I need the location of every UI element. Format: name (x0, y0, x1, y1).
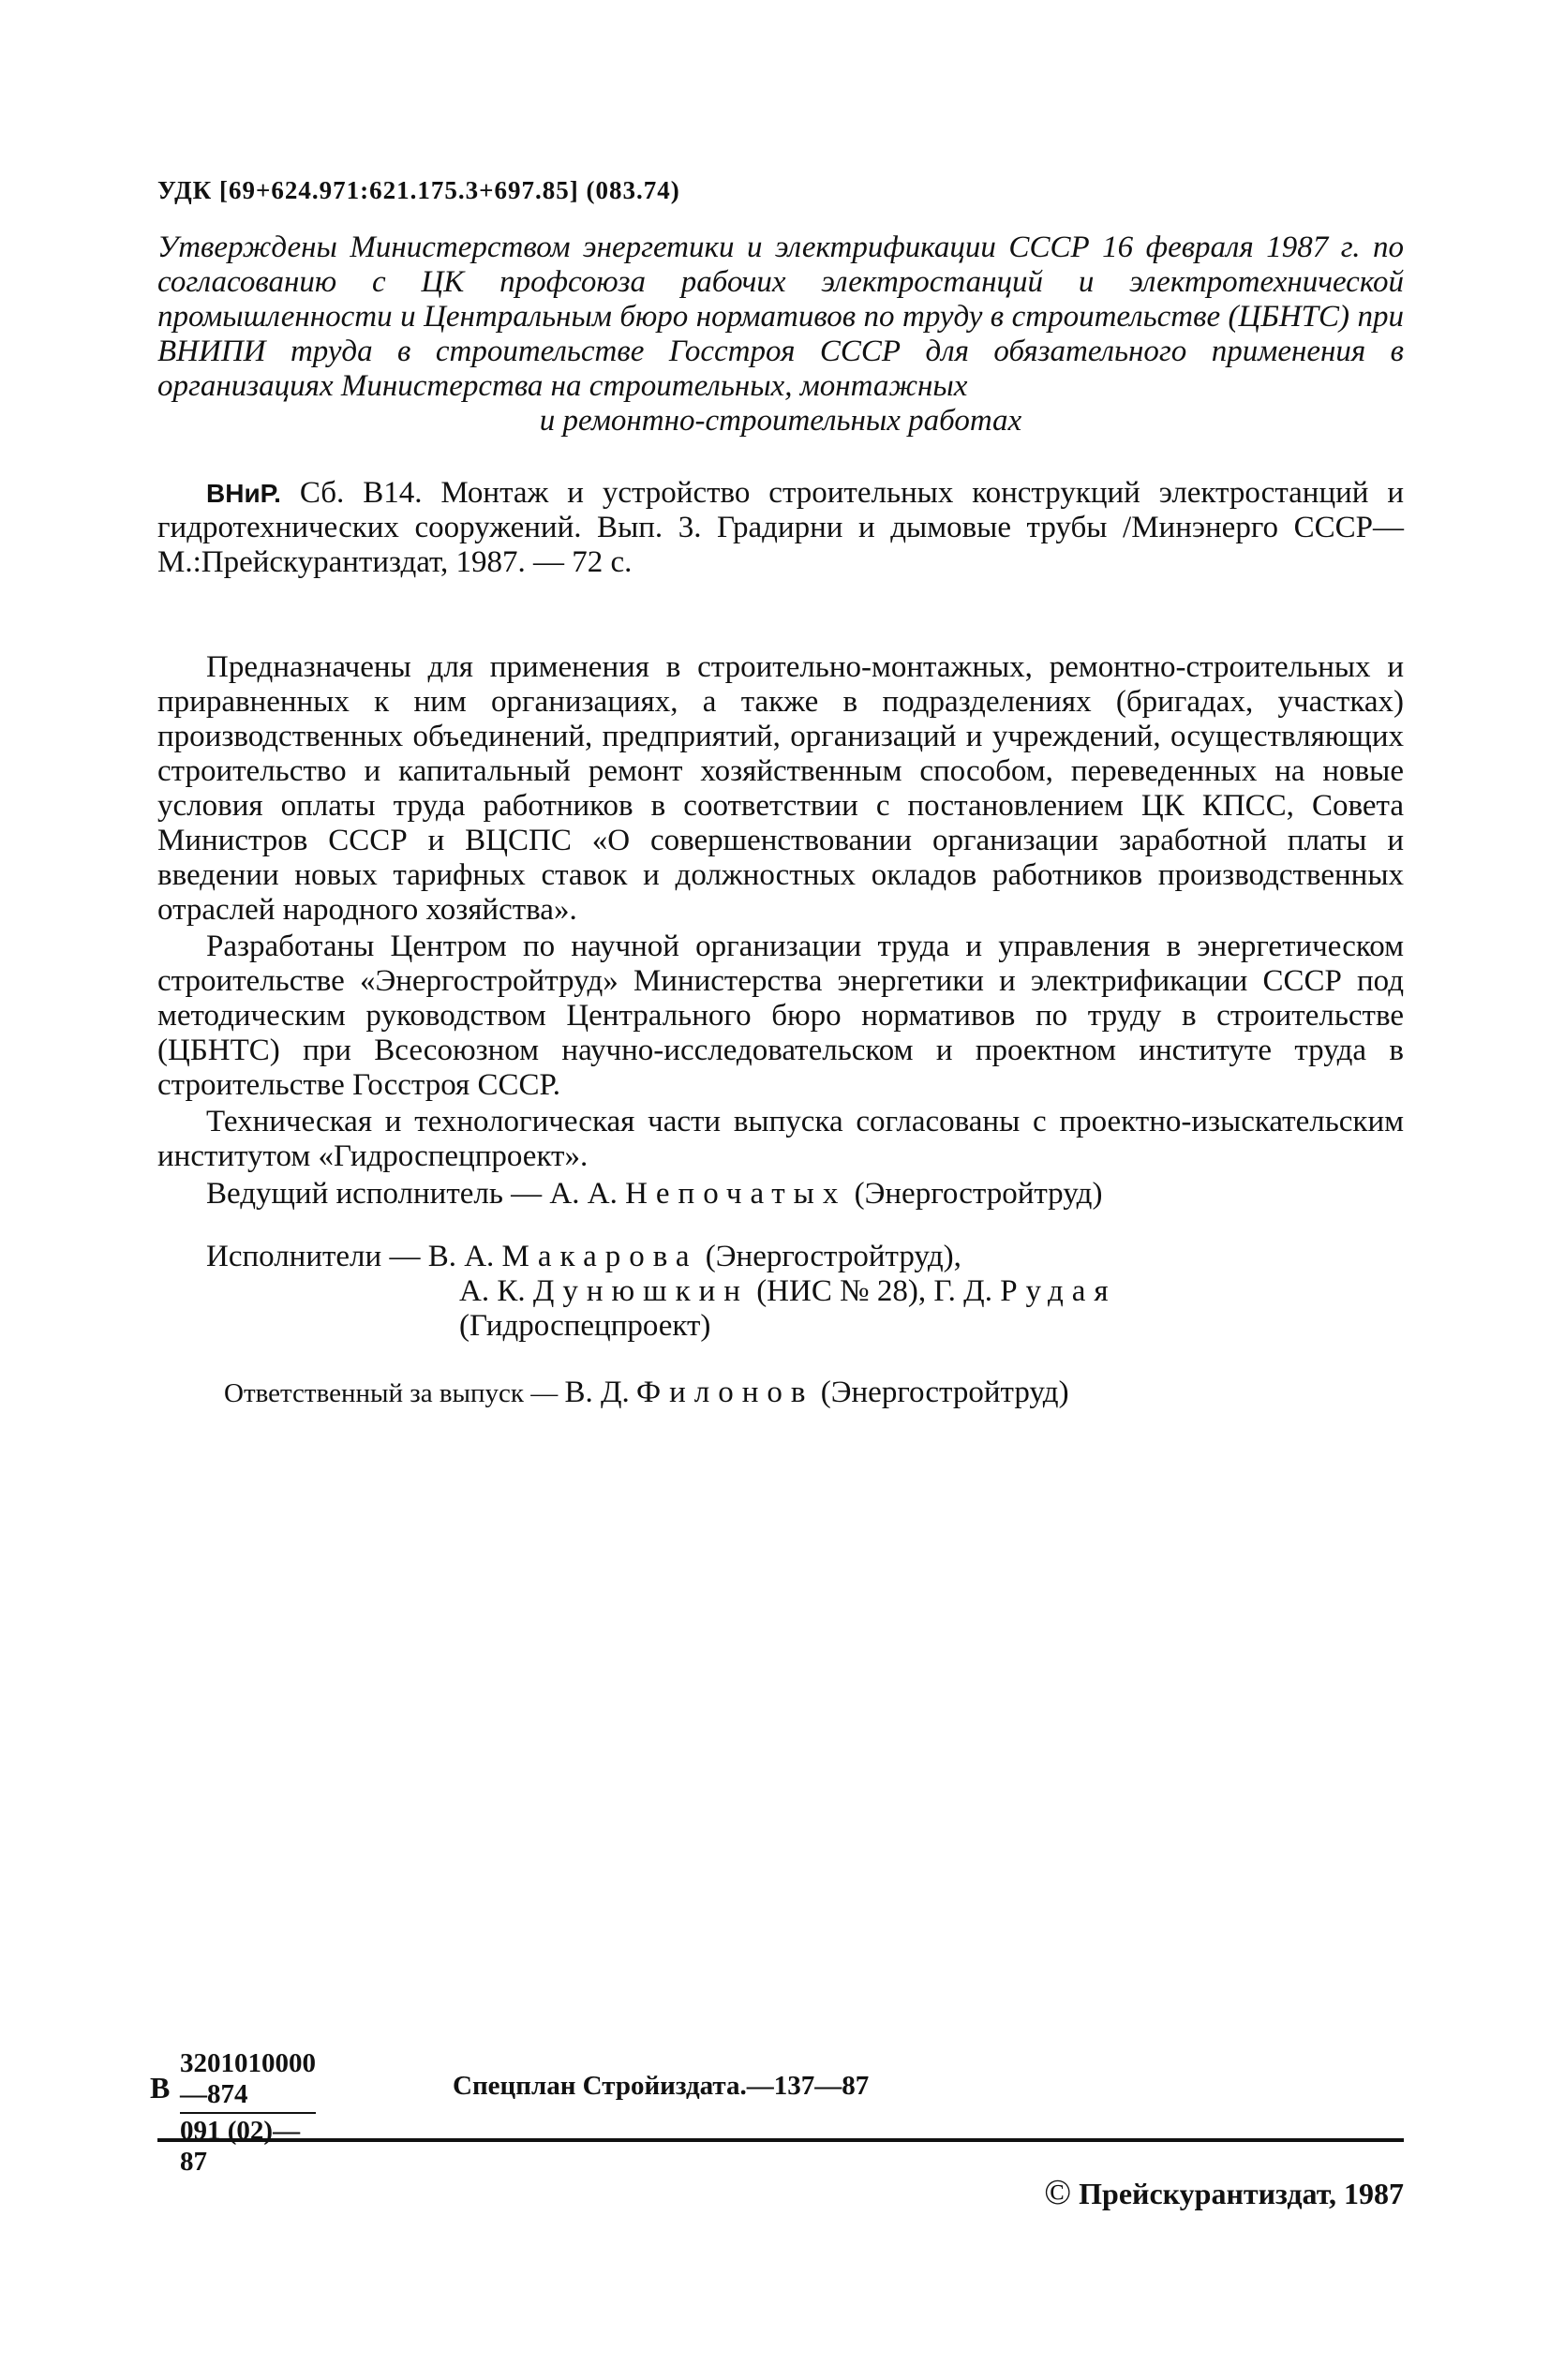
responsible-label: Ответственный за выпуск — (224, 1378, 559, 1408)
responsible-initials: В. Д. (564, 1376, 630, 1409)
copyright (1044, 2172, 1404, 2213)
imprint-fraction (180, 2048, 316, 2178)
paragraph: Разработаны Центром по научной организации труда и управления в энергетическом строительстве «Энергостройтруд» Министерства энергетики и электрификации СССР под методическим руководством Центрального бюро нормативов по труду в строительстве (ЦБНТС) при Всесоюзном научно-исследовательском и проектном институте труда в строительстве Госстроя СССР. (157, 930, 1404, 1102)
executors (206, 1240, 1117, 1344)
copyright-text: Прейскурантиздат, 1987 (1079, 2177, 1404, 2210)
responsible-person (224, 1376, 1069, 1410)
executor-initials: В. А. (427, 1240, 495, 1273)
approval-text: Утверждены Министерством энергетики и электрификации СССР 16 февраля 1987 г. по согласованию с ЦК профсоюза рабочих электростанций и электротехнической промышленности и Центральным бюро нормативов по труду в строительстве (ЦБНТС) при ВНИПИ труда в строительстве Госстроя СССР для обязательного применения в организациях Министерства на строительных, монтажных (157, 231, 1404, 403)
executors-row (459, 1274, 1117, 1309)
executor-org: (Энергостройтруд), (705, 1240, 961, 1273)
lead-executor (206, 1177, 1102, 1212)
responsible-org: (Энергостройтруд) (820, 1376, 1069, 1409)
executor-org: (Гидроспецпроект) (459, 1309, 711, 1343)
executor-initials: А. К. (459, 1274, 526, 1308)
biblio-abbr: ВНиР. (206, 479, 281, 508)
lead-executor-surname: Непочатых (625, 1177, 847, 1211)
executors-row (459, 1309, 1117, 1344)
executor-surname: Макарова (501, 1240, 698, 1273)
executors-row (206, 1240, 1117, 1274)
lead-executor-initials: А. А. (549, 1177, 618, 1211)
executor-surname: Рудая (1000, 1274, 1117, 1308)
imprint-denominator: 091 (02)—87 (180, 2116, 301, 2177)
imprint-plan: Спецплан Стройиздата.—137—87 (453, 2071, 870, 2101)
paragraph: Техническая и технологическая части выпуска согласованы с проектно-изыскательским институтом «Гидроспецпроект». (157, 1105, 1404, 1173)
approval-text-last: и ремонтно-строительных работах (539, 404, 1022, 438)
udk-code: УДК [69+624.971:621.175.3+697.85] (083.74) (157, 176, 680, 204)
footer-rule (157, 2138, 1404, 2142)
responsible-surname: Филонов (636, 1376, 814, 1409)
executor-initials: Г. Д. (933, 1274, 992, 1308)
bibliographic-record (157, 476, 1404, 580)
annotation-paragraphs (157, 650, 1404, 1176)
paragraph: Предназначены для применения в строительно-монтажных, ремонтно-строительных и приравненных к ним организациях, а также в подразделениях (бригадах, участках) производственных объединений, предприятий, организаций и учреждений, осуществляющих строительство и капитальный ремонт хозяйственным способом, переведенных на новые условия оплаты труда работников в соответствии с постановлением ЦК КПСС, Совета Министров СССР и ВЦСПС «О совершенствовании организации заработной платы и введении новых тарифных ставок и должностных окладов работников производственных отраслей народного хозяйства». (157, 650, 1404, 927)
lead-executor-label: Ведущий исполнитель — (206, 1177, 543, 1211)
approval-statement (157, 231, 1404, 439)
imprint-numerator: 3201010000—874 (180, 2048, 316, 2114)
copyright-icon: © (1044, 2173, 1072, 2212)
biblio-text: Сб. В14. Монтаж и устройство строительных конструкций электростанций и гидротехнических сооружений. Вып. 3. Градирни и дымовые трубы /Минэнерго СССР—М.:Прейскурантиздат, 1987. — 72 с. (157, 476, 1405, 579)
imprint-letter: В (150, 2071, 171, 2105)
executor-surname: Дунюшкин (532, 1274, 749, 1308)
executors-label: Исполнители — (206, 1240, 421, 1273)
executor-org: (НИС № 28), (756, 1274, 927, 1308)
lead-executor-org: (Энергостройтруд) (854, 1177, 1103, 1211)
